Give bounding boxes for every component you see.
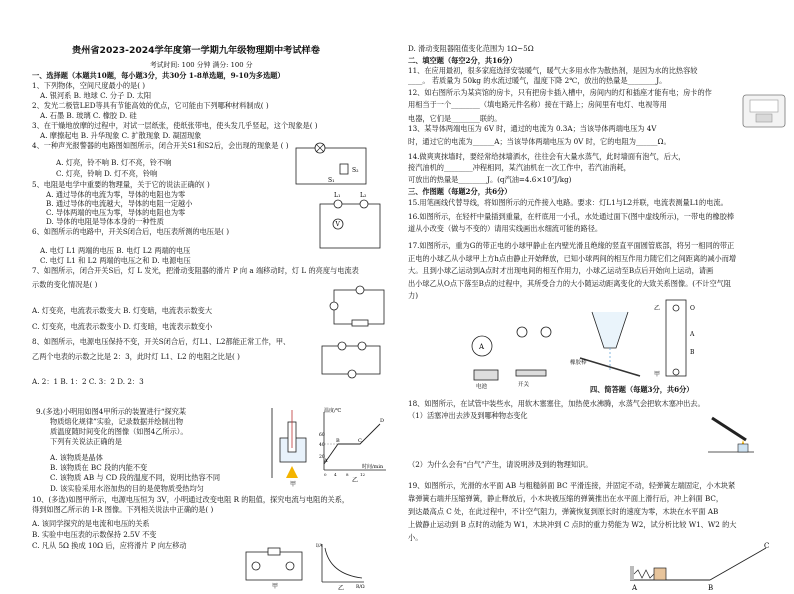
q6-options-cd: C. 电灯 L1 和 L2 两端的电压之和 D. 电源电压 xyxy=(40,256,191,265)
svg-text:B: B xyxy=(690,349,695,356)
q9-option-c: C. 该物质 AB 与 CD 段的温度不同，说明比热容不同 xyxy=(50,473,221,482)
q10: 10、(多选)如图甲所示，电源电压恒为 3V，小明通过改变电阻 R 的阻值，探究电流与电阻的关系， xyxy=(32,495,350,504)
q11-cont: ____。 若质量为 50kg 的水流过暖气，温度下降 2℃，放出的热量是________J。 xyxy=(408,76,667,85)
q9: 9.(多选)小明用如图4甲所示的装置进行“探究某 xyxy=(36,407,187,416)
q10-option-d: D. 滑动变阻器阻值变化范围为 1Ω~5Ω xyxy=(408,44,534,53)
q18-part-2: （2）为什么会有“白气”产生，请说明涉及到的物理知识。 xyxy=(408,460,593,469)
q9-graph-y-axis: 温度/℃ xyxy=(324,408,342,414)
svg-text:甲: 甲 xyxy=(654,371,661,378)
q10-option-a: A. 该同学探究的是电流和电压的关系 xyxy=(32,519,150,528)
q6: 6、如图所示的电路中，开关S闭合后，电压表所测的电压是( ) xyxy=(32,227,230,236)
q4-bell-icon xyxy=(340,164,348,174)
q17: 17.如图所示，重为G的带正电的小球甲静止在内壁光滑且绝缘的竖直平面圆管底部，将另一相同的带正 xyxy=(408,241,735,250)
q4-options-ab: A. 灯亮，铃不响 B. 灯不亮，铃不响 xyxy=(56,158,172,167)
q17-cont-4: 力) xyxy=(408,291,418,300)
q10-graph-curve xyxy=(325,548,362,578)
q14: 14.做爽爽抹墙时，要经常给抹墙洒水，往往会有大量水蒸气，此时墙面有泡气，后大， xyxy=(408,152,686,161)
svg-text:I/A: I/A xyxy=(316,544,323,549)
q10-i-r-graph xyxy=(316,544,366,590)
q7-rheostat-icon xyxy=(352,320,368,326)
svg-text:V: V xyxy=(335,221,340,228)
q18-test-tube-icon xyxy=(712,418,746,440)
q19-cont-1: 靠弹簧右端并压缩弹簧，静止释放后，小木块被压缩的弹簧推出在水平面上滑行后，冲上斜面 BC， xyxy=(408,494,724,503)
q9-fig-label-yi: 乙 xyxy=(352,477,359,484)
q17-cont-1: 正电的小球乙从小球甲上方h点由静止开始释放，已知小球两间的相互作用力随它们之间距离的减小而增 xyxy=(408,254,737,263)
q12-cont: 用相当于一个________（填电路元件名称）接在干路上；房间里有电灯、电视等用 xyxy=(408,100,667,109)
q10-option-c: C. 凡从 5Ω 换成 10Ω 后，应将滑片 P 向左移动 xyxy=(32,541,187,550)
q14-cont: 接汽油机的________冲程相同，某汽油机在一次工作中，若汽油消耗， xyxy=(408,163,631,172)
q17-ball-jia-icon xyxy=(673,369,679,375)
section-2-heading: 二、填空题（每空2分，共16分） xyxy=(408,56,517,65)
svg-text:0: 0 xyxy=(324,472,327,477)
q18: 18、如图所示，在试管中装些水，用软木塞塞住，加热使水沸腾，水蒸气会把软木塞冲出去。 xyxy=(408,399,705,408)
svg-text:40: 40 xyxy=(319,443,325,448)
q1: 1、下列物体，空间尺度最小的是( ) xyxy=(32,81,146,90)
q15-battery-icon xyxy=(474,370,498,380)
svg-text:20: 20 xyxy=(319,455,325,460)
q16-cont: 道从小改变（做与不变的）请用实线画出水细流可能的路径。 xyxy=(408,224,603,233)
q10-ammeter-icon xyxy=(252,562,260,570)
q4-circuit-diagram xyxy=(290,142,380,192)
q1-options: A. 银河系 B. 地球 C. 分子 D. 太阳 xyxy=(40,91,152,100)
q17-tube-figure xyxy=(650,296,710,380)
q7-ammeter-icon xyxy=(330,302,338,310)
svg-text:开关: 开关 xyxy=(518,382,530,388)
svg-text:A: A xyxy=(479,343,485,351)
q9-cont-2: 质温度随时间变化的图像（如图4乙所示）。 xyxy=(50,427,188,436)
q5-option-d: D. 导体的电阻是导体本身的一种性质 xyxy=(46,217,164,226)
q16-funnel-icon xyxy=(592,312,628,348)
q15-switch-icon xyxy=(516,370,546,376)
q19-spring-icon xyxy=(634,570,654,578)
q7-lamp-icon xyxy=(356,286,364,294)
q11: 11、在应用最初，很多家庭选择安装暖气，暖气大多用水作为散热剂，是因为水的比热容较 xyxy=(408,66,698,75)
q10-option-b: B. 实验中电压表的示数保持 2.5V 不变 xyxy=(32,530,157,539)
q19: 19、如图所示，光滑的水平面 AB 与粗糙斜面 BC 平滑连接，并固定不动，轻弹簧左端固定，小木块紧 xyxy=(408,481,736,490)
q13-cont: 时，通过它的电流为______A；当该导体两端电压为 0V 时，它的电阻为______Ω。 xyxy=(408,137,671,146)
q9-graph-x-axis: 时间/min xyxy=(362,464,384,470)
q9-fig-label-jia: 甲 xyxy=(290,481,297,488)
svg-text:12: 12 xyxy=(360,472,366,477)
q19-cont-3: 上做静止运动到 B 点时的动能为 W1，木块冲到 C 点时的重力势能为 W2，试分析比较 W1、W2 的大 xyxy=(408,520,737,529)
svg-text:8: 8 xyxy=(346,472,349,477)
svg-text:A: A xyxy=(324,458,328,464)
section-1-heading: 一、选择题（本题共10题，每小题3分，共30分 1-8单选题，9-10为多选题） xyxy=(32,71,285,80)
svg-text:4: 4 xyxy=(334,472,337,477)
q8-options: A. 2：1 B. 1：2 C. 3：2 D. 2：3 xyxy=(32,377,144,386)
svg-text:L₁: L₁ xyxy=(334,192,341,199)
q7-cont: 示数的变化情况是( ) xyxy=(32,280,98,289)
q10-voltmeter-icon xyxy=(286,562,294,570)
section-3-heading: 三、作图题（每题2分，共6分） xyxy=(408,187,512,196)
svg-text:60: 60 xyxy=(319,433,325,438)
exam-info: 考试时间: 100 分钟 满分: 100 分 xyxy=(150,61,253,69)
section-4-heading: 四、简答题（每题3分，共6分） xyxy=(590,385,694,394)
q19-slope-figure xyxy=(626,542,776,592)
q8-cont: 乙两个电表的示数之比是 2：3，此时灯 L1、L2 的电阻之比是( ) xyxy=(32,352,240,361)
q19-cont-4: 小。 xyxy=(408,533,423,542)
svg-text:电池: 电池 xyxy=(476,384,488,390)
q8-meter-yi-icon xyxy=(358,342,366,350)
q15: 15.用笔画线代替导线，将如图所示的元件接入电路。要求：灯L1与L2并联，电流表测量L1的电流。 xyxy=(408,198,728,207)
svg-text:橡胶棒: 橡胶棒 xyxy=(570,360,587,366)
svg-text:乙: 乙 xyxy=(654,305,661,312)
q2: 2、发光二极管LED等具有节能高效的优点，它可能由下列哪种材料制成( ) xyxy=(32,101,269,110)
exam-title: 贵州省2023-2024学年度第一学期九年级物理期中考试样卷 xyxy=(72,45,320,56)
svg-text:O: O xyxy=(690,305,695,312)
q13: 13、某导体两端电压为 6V 时，通过的电流为 0.3A；当该导体两端电压为 4V xyxy=(408,124,657,133)
q7: 7、如图所示，闭合开关S后，灯 L 发光，把滑动变阻器的滑片 P 向 a 端移动时，灯 L 的亮度与电流表 xyxy=(32,266,359,275)
svg-text:D: D xyxy=(380,418,385,424)
q7-options-cd: C. 灯变亮，电流表示数变小 D. 灯变暗，电流表示数变小 xyxy=(32,322,213,331)
q12: 12、如右图所示为某宾馆的房卡，只有把房卡插入槽中，房间内的灯和插座才能有电；房卡的作 xyxy=(408,88,712,97)
q9-burner-flame-icon xyxy=(286,466,298,478)
q4-s1-label: S₁ xyxy=(328,177,335,184)
q17-ball-yi-icon xyxy=(673,305,679,311)
q9-apparatus-figure xyxy=(262,408,322,486)
q6-circuit-diagram xyxy=(316,192,386,256)
q18-part-1: （1）活塞冲出去涉及到哪种物态变化 xyxy=(408,411,528,420)
q9-option-a: A. 该物质是晶体 xyxy=(50,453,103,462)
q9-option-d: D. 该实验采用水浴加热的目的是使物质受热均匀 xyxy=(50,484,204,493)
q2-options: A. 石墨 B. 玻璃 C. 橡胶 D. 硅 xyxy=(40,111,137,120)
q8: 8、如图所示，电源电压保持不变，开关S闭合后，灯L1、L2都能正常工作，甲、 xyxy=(32,337,291,346)
q4-options-cd: C. 灯亮，铃响 D. 灯不亮，铃响 xyxy=(56,169,158,178)
q6-options-ab: A. 电灯 L1 两端的电压 B. 电灯 L2 两端的电压 xyxy=(40,246,191,255)
q12-cont-2: 电器，它们是________联的。 xyxy=(408,114,502,123)
q16-water-stream-figure xyxy=(570,308,656,378)
q9-cont-1: 物质熔化规律”实验，记录数据并绘制出物 xyxy=(50,417,184,426)
q14-cont-2: 可放出的热量是________J。(q汽油=4.6×10⁷J/kg) xyxy=(408,175,572,184)
q10-circuit-diagram xyxy=(240,548,310,590)
q8-circuit-diagram xyxy=(318,338,388,380)
q17-cont-2: 大。且到小球乙运动到A点时才出现电间的相互作用力，小球乙运动至B点后开始向上运动，请画 xyxy=(408,266,714,275)
q19-block-icon xyxy=(654,568,666,580)
q9-option-b: B. 该物质在 BC 段的内能不变 xyxy=(50,463,148,472)
q10-resistor-icon xyxy=(268,548,280,555)
q3: 3、在干燥地放摩的过程中，对试一层纸张，使纸张带电，使头发几乎竖起，这个现象是( ) xyxy=(32,121,318,130)
q19-wall xyxy=(630,566,634,580)
q4: 4、一种声光报警器的电路图如图所示，闭合开关S1和S2后，会出现的现象是 ( ) xyxy=(32,141,289,150)
svg-text:C: C xyxy=(358,438,362,444)
q10-fig-label-yi: 乙 xyxy=(338,585,345,592)
q15-lamp-l1-icon xyxy=(517,327,527,337)
svg-text:A: A xyxy=(632,584,638,592)
q15-components-figure xyxy=(460,318,570,390)
q5-option-a: A. 通过导体的电流为零，导体的电阻也为零 xyxy=(46,190,186,199)
q6-lamp-l2-icon xyxy=(360,200,368,208)
q6-lamp-l1-icon xyxy=(334,200,342,208)
q7-options-ab: A. 灯变亮，电流表示数变大 B. 灯变暗，电流表示数变大 xyxy=(32,306,213,315)
svg-text:R/Ω: R/Ω xyxy=(356,585,365,590)
q5-option-b: B. 通过导体的电流越大，导体的电阻一定越小 xyxy=(46,199,193,208)
q7-circuit-diagram xyxy=(330,286,390,328)
svg-text:B: B xyxy=(336,438,340,444)
q10-fig-label-jia: 甲 xyxy=(272,583,279,590)
q15-lamp-l2-icon xyxy=(541,327,551,337)
svg-text:L₂: L₂ xyxy=(360,192,367,199)
q8-meter-jia-icon xyxy=(338,342,346,350)
q8-lamp-icon xyxy=(348,370,356,378)
q3-options: A. 摩擦起电 B. 升华现象 C. 扩散现象 D. 凝固现象 xyxy=(40,131,202,140)
q17-cont-3: 出小球乙从O点下落至B点的过程中，其所受合力的大小随运动距离变化的大致关系图像。(不计空气阻 xyxy=(408,279,732,288)
q19-slope-bc xyxy=(710,548,766,580)
svg-text:B: B xyxy=(708,584,714,592)
q16: 16.如图所示，在轻杆中量插到重量，在杆底用一小孔，水处通过面下(图中虚线所示)，一带电的橡胶棒 xyxy=(408,212,735,221)
q18-test-tube-figure xyxy=(700,402,760,458)
room-card-slot-image xyxy=(742,94,786,128)
q5-option-c: C. 导体两端的电压为零，导体的电阻也为零 xyxy=(46,208,186,217)
q9-temperature-graph xyxy=(316,408,388,482)
svg-text:A: A xyxy=(690,331,695,338)
q9-graph-curve xyxy=(324,424,380,464)
q5: 5、电阻是电学中重要的物理量，关于它的说法正确的( ) xyxy=(32,180,210,189)
q18-lamp-icon xyxy=(738,444,748,452)
q10-cont: 得到如图乙所示的 I-R 图像。下列相关说法中正确的是( ) xyxy=(32,505,214,514)
q19-cont-2: 到达最高点 C 处，在此过程中，不计空气阻力，弹簧恢复到原长时的速度为零，木块在水平面 AB xyxy=(408,507,719,516)
q9-cont-3: 下列有关说法正确的是 xyxy=(50,437,122,446)
q4-s2-label: S₂ xyxy=(352,167,359,174)
svg-text:C: C xyxy=(764,542,770,550)
